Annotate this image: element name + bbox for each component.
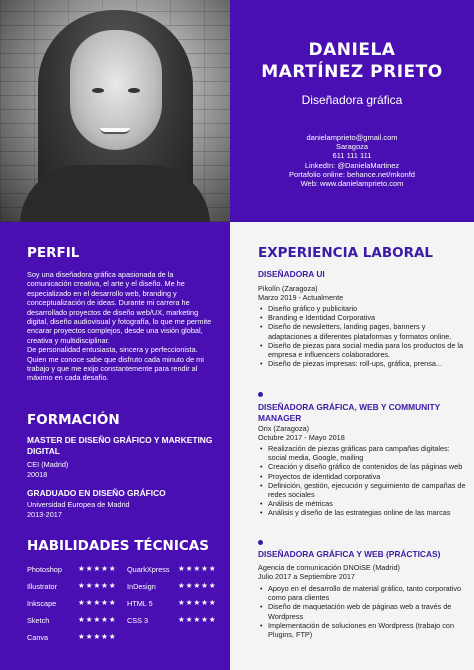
job-dates: Marzo 2019 - Actualmente (258, 293, 344, 302)
perfil-title: PERFIL (27, 245, 80, 261)
contact-info (230, 133, 474, 188)
skill-rating: ★★★★★ (178, 598, 217, 607)
skill-name: Photoshop (27, 565, 62, 574)
section-dot (258, 540, 263, 545)
skill-rating: ★★★★★ (178, 564, 217, 573)
experiencia-title: EXPERIENCIA LABORAL (258, 245, 434, 261)
job-dates: Octubre 2017 - Mayo 2018 (258, 433, 345, 442)
education-date: 20018 (27, 470, 48, 479)
formacion-title: FORMACIÓN (27, 412, 120, 428)
contact-portfolio: Portafolio online: behance.net/mkonfd (289, 169, 415, 179)
job-title: DISEÑADORA UI (258, 269, 325, 279)
education-degree: MASTER DE DISEÑO GRÁFICO Y MARKETING DIGITAL (27, 435, 213, 456)
list-item: • Proyectos de identidad corporativa (258, 472, 470, 481)
name-first: DANIELA (308, 40, 396, 60)
skill-rating: ★★★★★ (78, 581, 117, 590)
list-item: • Creación y diseño gráfico de contenidos de las páginas web (258, 462, 470, 471)
skill-name: Inkscape (27, 599, 57, 608)
education-date: 2013-2017 (27, 510, 62, 519)
list-item: • Branding e Identidad Corporativa (258, 313, 470, 322)
skill-name: QuarkXpress (127, 565, 170, 574)
section-dot (258, 392, 263, 397)
job-company: Pikolín (Zaragoza) (258, 284, 318, 293)
skill-name: HTML 5 (127, 599, 153, 608)
list-item: • Diseño gráfico y publicitario (258, 304, 470, 313)
education-school: Universidad Europea de Madrid (27, 500, 130, 509)
list-item: • Apoyo en el desarrollo de material gráfico, tanto corporativo como para clientes (258, 584, 470, 602)
skill-rating: ★★★★★ (78, 598, 117, 607)
skill-rating: ★★★★★ (78, 632, 117, 641)
skill-rating: ★★★★★ (78, 564, 117, 573)
contact-city: Saragoza (335, 142, 369, 152)
header (230, 0, 474, 222)
skill-name: Sketch (27, 616, 50, 625)
list-item: • Diseño de newsletters, landing pages, banners y adaptaciones a diferentes plataformas y formatos online. (258, 322, 470, 340)
education-school: CEI (Madrid) (27, 460, 69, 469)
skill-rating: ★★★★★ (178, 615, 217, 624)
job-title: DISEÑADORA GRÁFICA Y WEB (PRÁCTICAS) (258, 549, 441, 559)
list-item: • Análisis y diseño de las estrategias online de las marcas (258, 508, 470, 517)
list-item: • Realización de piezas gráficas para campañas digitales: social media, Google, mailing (258, 444, 470, 462)
job-dates: Julio 2017 a Septiembre 2017 (258, 572, 355, 581)
list-item: • Análisis de métricas (258, 499, 470, 508)
job-bullets (258, 304, 470, 368)
left-column (0, 222, 230, 670)
profile-photo (0, 0, 230, 222)
skill-rating: ★★★★★ (178, 581, 217, 590)
job-company: Orix (Zaragoza) (258, 424, 310, 433)
skills-title: HABILIDADES TÉCNICAS (27, 538, 209, 554)
contact-web: Web: www.danielamprieto.com (300, 179, 404, 189)
list-item: • Definición, gestión, ejecución y seguimiento de campañas de redes sociales (258, 481, 470, 499)
job-role: Diseñadora gráfica (301, 93, 403, 107)
skill-rating: ★★★★★ (78, 615, 117, 624)
skill-name: Illustrator (27, 582, 58, 591)
right-column (230, 222, 474, 670)
skill-name: Canva (27, 633, 49, 642)
list-item: • Implementación de soluciones en Wordpress (trabajo con Plugins, FTP) (258, 621, 470, 639)
job-company: Agencia de comunicación DNOiSE (Madrid) (258, 563, 400, 572)
job-bullets (258, 584, 470, 639)
contact-email: danielamprieto@gmail.com (306, 133, 398, 142)
contact-linkedin: LinkedIn: @DanielaMartinez (304, 160, 400, 170)
job-bullets (258, 444, 470, 518)
skill-name: CSS 3 (127, 616, 149, 625)
skill-name: InDesign (127, 582, 156, 591)
list-item: • Diseño de piezas impresas: roll-ups, gráfica, prensa... (258, 359, 470, 368)
list-item: • Diseño de piezas para social media para los productos de la empresa e influencers colaboradores. (258, 341, 470, 359)
name-last: MARTÍNEZ PRIETO (261, 62, 443, 82)
perfil-text: Soy una diseñadora gráfica apasionada de la comunicación creativa, el arte y el diseño. Me he especializado en el desarrollo web, branding y conceptualización de ideas. Durante mi carrera he desarrollado proyectos de diseño web/UX, marketing digital, diseño audiovisual y fotografía, lo que me permite encarar proyectos complejos, desde una visión global, creativa y multidisciplinar. De personalidad entusiasta, sincera y perfeccionista. Quien me conoce sabe que disfruto cada minuto de mi trabajo y que me exijo constantemente para rendir al máximo en cada desafío. (27, 270, 212, 383)
job-title: DISEÑADORA GRÁFICA, WEB Y COMMUNITY MANAGER (258, 402, 441, 423)
education-degree: GRADUADO EN DISEÑO GRÁFICO (27, 488, 166, 498)
list-item: • Diseño de maquetación web de páginas web a través de Wordpress (258, 602, 470, 620)
contact-phone: 611 111 111 (332, 151, 372, 161)
